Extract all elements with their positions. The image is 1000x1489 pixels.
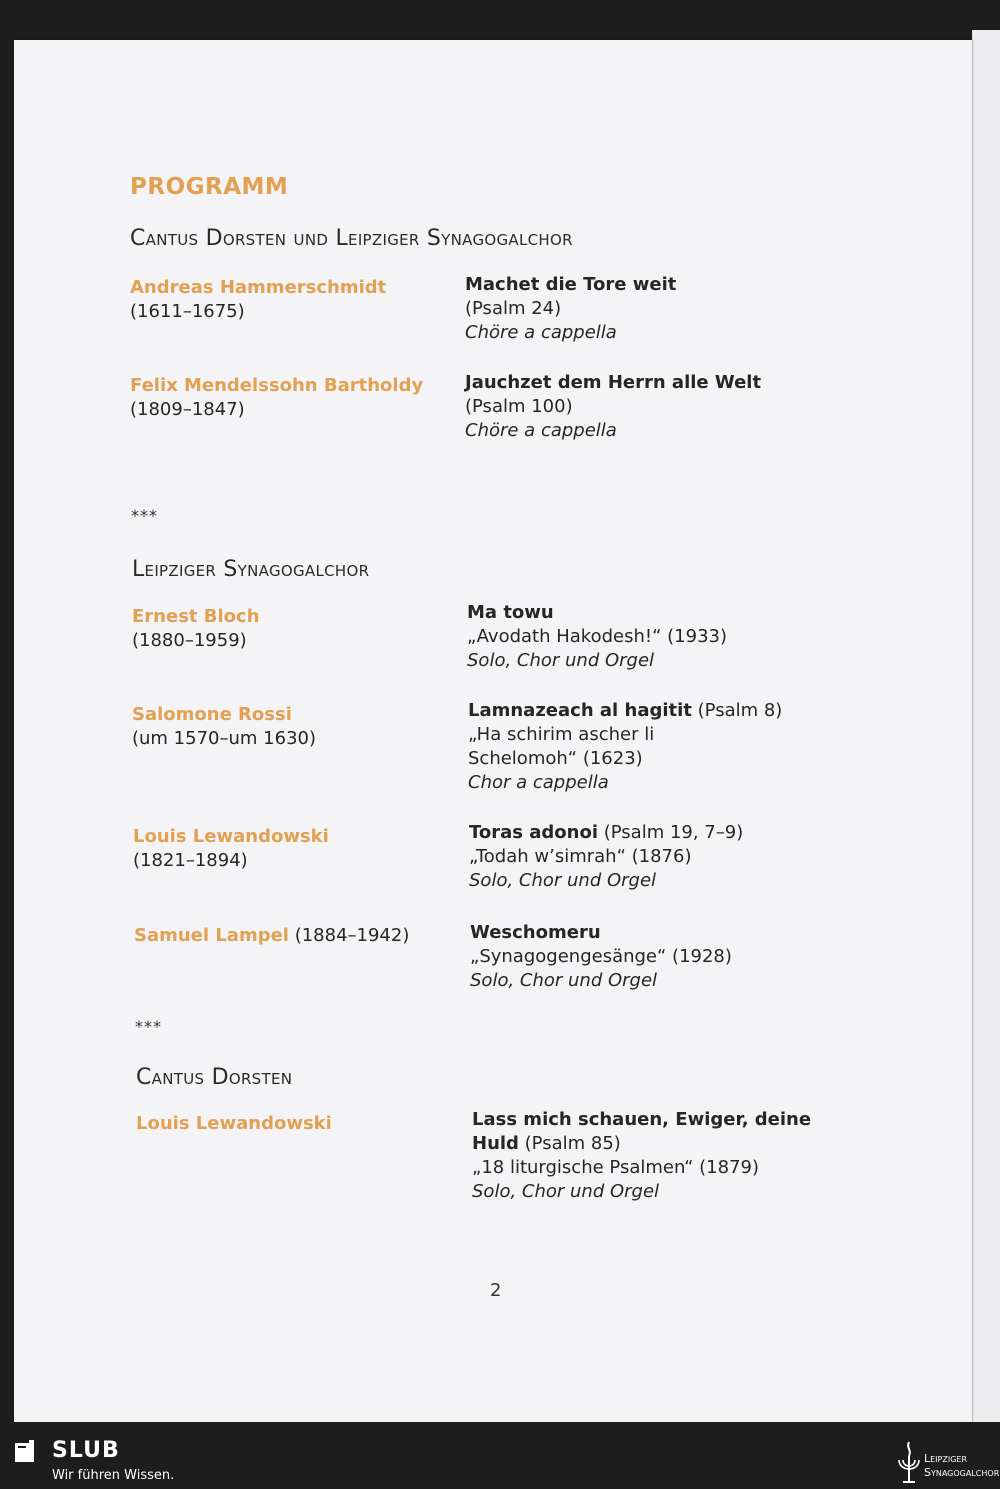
work-entry	[465, 371, 835, 443]
work-entry	[465, 273, 835, 345]
work-setting: Solo, Chor und Orgel	[472, 1181, 660, 1202]
composer-years: (1809–1847)	[130, 399, 245, 420]
work-entry	[468, 699, 838, 795]
work-detail: „Synagogengesänge“ (1928)	[470, 946, 732, 967]
work-title: Machet die Tore weit	[465, 274, 677, 295]
work-detail: „Todah w’simrah“ (1876)	[469, 846, 692, 867]
work-title: Lass mich schauen, Ewiger, deine Huld	[472, 1109, 812, 1154]
composer-line	[134, 924, 409, 948]
work-entry	[472, 1108, 842, 1204]
composer-name: Felix Mendelssohn Bartholdy	[130, 375, 424, 396]
library-name: SLUB	[52, 1438, 120, 1463]
section-heading: Cantus Dorsten	[136, 1065, 293, 1090]
partner-line-2: Synagogalchor	[924, 1466, 1000, 1479]
work-title: Jauchzet dem Herrn alle Welt	[465, 372, 762, 393]
work-setting: Solo, Chor und Orgel	[467, 650, 655, 671]
work-detail: „Ha schirim ascher li	[468, 724, 655, 745]
section-heading: Cantus Dorsten und Leipziger Synagogalchor	[130, 226, 573, 251]
partner-logo-text	[924, 1452, 999, 1480]
composer-years: (1884–1942)	[288, 925, 410, 946]
work-entry	[469, 821, 839, 893]
footer-bar	[0, 1438, 1000, 1489]
work-psalm: (Psalm 85)	[518, 1133, 621, 1154]
work-title: Lamnazeach al hagitit	[468, 700, 692, 721]
composer-name: Samuel Lampel	[134, 925, 289, 946]
work-detail: Schelomoh“ (1623)	[468, 748, 643, 769]
work-title: Toras adonoi	[469, 822, 599, 843]
composer-name: Louis Lewandowski	[133, 826, 329, 847]
work-detail: (Psalm 100)	[465, 396, 573, 417]
work-setting: Chor a cappella	[468, 772, 609, 793]
adjacent-page-edge	[972, 30, 1000, 1422]
work-title: Ma towu	[467, 602, 554, 623]
composer-years: (um 1570–um 1630)	[132, 728, 316, 749]
work-detail: „Avodath Hakodesh!“ (1933)	[467, 626, 727, 647]
slub-logo-icon	[14, 1440, 36, 1464]
separator: ***	[135, 1017, 162, 1036]
library-tagline: Wir führen Wissen.	[52, 1468, 175, 1483]
work-detail: „18 liturgische Psalmen“ (1879)	[472, 1157, 759, 1178]
partner-line-1: Leipziger	[924, 1452, 968, 1465]
work-psalm: (Psalm 19, 7–9)	[598, 822, 744, 843]
section-heading: Leipziger Synagogalchor	[132, 557, 370, 582]
composer-name: Ernest Bloch	[132, 606, 260, 627]
separator: ***	[131, 506, 158, 525]
composer-name: Louis Lewandowski	[136, 1113, 332, 1134]
work-setting: Chöre a cappella	[465, 420, 617, 441]
composer-name: Salomone Rossi	[132, 704, 292, 725]
composer-years: (1880–1959)	[132, 630, 247, 651]
menorah-logo-icon	[895, 1438, 923, 1486]
work-psalm: (Psalm 8)	[691, 700, 783, 721]
page-title: PROGRAMM	[130, 174, 289, 200]
work-setting: Solo, Chor und Orgel	[470, 970, 658, 991]
composer-years: (1821–1894)	[133, 850, 248, 871]
page-number: 2	[490, 1280, 502, 1301]
composer-years: (1611–1675)	[130, 301, 245, 322]
composer-name: Andreas Hammerschmidt	[130, 277, 387, 298]
program-page	[14, 40, 972, 1422]
work-entry	[467, 601, 837, 673]
work-entry	[470, 921, 840, 993]
work-setting: Chöre a cappella	[465, 322, 617, 343]
work-setting: Solo, Chor und Orgel	[469, 870, 657, 891]
work-title: Weschomeru	[470, 922, 601, 943]
work-detail: (Psalm 24)	[465, 298, 562, 319]
